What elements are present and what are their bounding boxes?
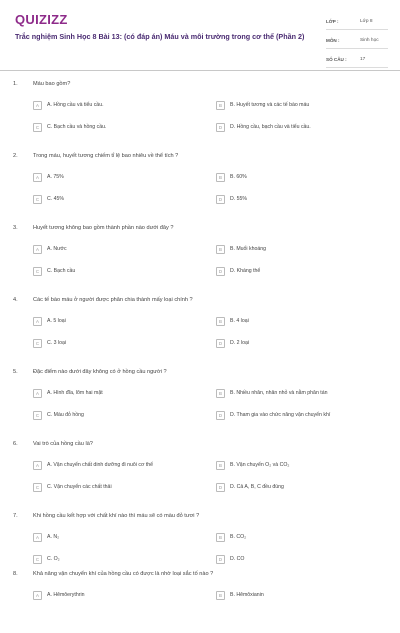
question-text: Khi hồng cầu kết hợp với chất khí nào thì máu sẽ có màu đỏ tươi ? bbox=[33, 513, 200, 519]
question-number: 1. bbox=[13, 81, 18, 87]
question-text: Huyết tương không bao gồm thành phần nào dưới đây ? bbox=[33, 225, 174, 231]
option-text: D. 55% bbox=[230, 196, 248, 202]
option-text: A. N₂ bbox=[47, 534, 60, 540]
option-c[interactable] bbox=[33, 337, 66, 349]
document-header bbox=[0, 0, 400, 70]
option-d[interactable] bbox=[216, 193, 247, 205]
option-b[interactable] bbox=[216, 171, 247, 183]
option-text: C. O₂ bbox=[47, 556, 60, 562]
option-letter-badge: D bbox=[216, 483, 225, 492]
document-title: Trắc nghiệm Sinh Học 8 Bài 13: (có đáp án) Máu và môi trường trong cơ thể (Phần 2) bbox=[15, 32, 305, 41]
option-letter-badge: D bbox=[216, 267, 225, 276]
meta-row-count bbox=[326, 51, 388, 68]
option-b[interactable] bbox=[216, 243, 266, 255]
option-text: B. 4 loại bbox=[230, 318, 249, 324]
option-a[interactable] bbox=[33, 243, 67, 255]
question-5 bbox=[0, 359, 400, 431]
option-letter-badge: C bbox=[33, 267, 42, 276]
option-text: D. CO bbox=[230, 556, 245, 562]
meta-row-grade bbox=[326, 13, 388, 30]
option-letter-badge: B bbox=[216, 173, 225, 182]
option-letter-badge: B bbox=[216, 461, 225, 470]
option-letter-badge: A bbox=[33, 173, 42, 182]
option-text: B. Vận chuyển O₂ và CO₂ bbox=[230, 462, 290, 468]
option-b[interactable] bbox=[216, 315, 249, 327]
option-letter-badge: A bbox=[33, 461, 42, 470]
option-a[interactable] bbox=[33, 531, 59, 543]
question-text: Vai trò của hồng cầu là? bbox=[33, 441, 93, 447]
option-text: D. Tham gia vào chức năng vận chuyển khí bbox=[230, 412, 331, 418]
option-letter-badge: C bbox=[33, 339, 42, 348]
question-number: 5. bbox=[13, 369, 18, 375]
option-a[interactable] bbox=[33, 459, 153, 471]
option-b[interactable] bbox=[216, 99, 309, 111]
option-text: C. 3 loại bbox=[47, 340, 67, 346]
question-8 bbox=[0, 561, 400, 633]
option-text: A. Nước bbox=[47, 246, 67, 252]
option-c[interactable] bbox=[33, 193, 64, 205]
option-letter-badge: C bbox=[33, 195, 42, 204]
option-c[interactable] bbox=[33, 121, 106, 133]
option-text: B. Huyết tương và các tế bào máu bbox=[230, 102, 310, 108]
question-text: Đặc điểm nào dưới đây không có ở hồng cầu người ? bbox=[33, 369, 167, 375]
question-text: Trong máu, huyết tương chiếm tỉ lệ bao nhiêu về thể tích ? bbox=[33, 153, 179, 159]
option-text: D. 2 loại bbox=[230, 340, 250, 346]
question-number: 8. bbox=[13, 571, 18, 577]
question-2 bbox=[0, 143, 400, 215]
question-6 bbox=[0, 431, 400, 503]
option-letter-badge: A bbox=[33, 591, 42, 600]
option-letter-badge: C bbox=[33, 411, 42, 420]
option-text: D. Hồng cầu, bạch cầu và tiểu cầu. bbox=[230, 124, 311, 130]
option-c[interactable] bbox=[33, 481, 112, 493]
option-letter-badge: D bbox=[216, 195, 225, 204]
meta-label: LỚP : bbox=[326, 18, 339, 24]
option-d[interactable] bbox=[216, 409, 330, 421]
option-text: B. Muối khoáng bbox=[230, 246, 267, 252]
question-text: Khả năng vận chuyển khí của hồng cầu có được là nhờ loại sắc tố nào ? bbox=[33, 571, 214, 577]
question-number: 3. bbox=[13, 225, 18, 231]
option-text: C. Màu đỏ hồng bbox=[47, 412, 84, 418]
option-text: A. Hêmôerythrin bbox=[47, 592, 85, 598]
option-d[interactable] bbox=[216, 481, 284, 493]
option-d[interactable] bbox=[216, 337, 249, 349]
question-number: 2. bbox=[13, 153, 18, 159]
option-letter-badge: A bbox=[33, 101, 42, 110]
option-letter-badge: B bbox=[216, 317, 225, 326]
option-letter-badge: A bbox=[33, 317, 42, 326]
option-text: A. Hình đĩa, lõm hai mặt bbox=[47, 390, 103, 396]
option-letter-badge: B bbox=[216, 245, 225, 254]
option-c[interactable] bbox=[33, 409, 84, 421]
option-d[interactable] bbox=[216, 265, 260, 277]
option-b[interactable] bbox=[216, 387, 327, 399]
option-letter-badge: B bbox=[216, 591, 225, 600]
option-text: B. Hêmôxianin bbox=[230, 592, 264, 598]
option-a[interactable] bbox=[33, 589, 84, 601]
option-text: A. 5 loại bbox=[47, 318, 66, 324]
option-text: C. 45% bbox=[47, 196, 65, 202]
option-text: B. Nhiều nhân, nhân nhỏ và nằm phân tán bbox=[230, 390, 328, 396]
question-number: 7. bbox=[13, 513, 18, 519]
option-text: D. Kháng thể bbox=[230, 268, 261, 274]
option-text: B. 60% bbox=[230, 174, 247, 180]
meta-info bbox=[326, 13, 388, 70]
option-text: C. Bạch cầu bbox=[47, 268, 76, 274]
option-letter-badge: B bbox=[216, 533, 225, 542]
meta-value: Lớp 8 bbox=[360, 18, 373, 24]
option-text: C. Vận chuyển các chất thải bbox=[47, 484, 112, 490]
option-letter-badge: A bbox=[33, 245, 42, 254]
question-1 bbox=[0, 71, 400, 143]
question-4 bbox=[0, 287, 400, 359]
option-letter-badge: D bbox=[216, 123, 225, 132]
option-letter-badge: B bbox=[216, 101, 225, 110]
option-letter-badge: C bbox=[33, 555, 42, 564]
option-text: C. Bạch cầu và hồng cầu. bbox=[47, 124, 107, 130]
option-letter-badge: D bbox=[216, 339, 225, 348]
option-text: A. Hồng cầu và tiểu cầu. bbox=[47, 102, 104, 108]
option-letter-badge: A bbox=[33, 389, 42, 398]
option-letter-badge: C bbox=[33, 483, 42, 492]
option-text: A. Vận chuyển chất dinh dưỡng đi nuôi cơ thể bbox=[47, 462, 154, 468]
meta-label: SỐ CÂU : bbox=[326, 56, 347, 62]
option-c[interactable] bbox=[33, 265, 75, 277]
option-letter-badge: D bbox=[216, 411, 225, 420]
option-letter-badge: A bbox=[33, 533, 42, 542]
option-letter-badge: B bbox=[216, 389, 225, 398]
meta-row-subject bbox=[326, 32, 388, 49]
question-text: Các tế bào máu ở người được phân chia thành mấy loại chính ? bbox=[33, 297, 193, 303]
option-text: D. Cả A, B, C đều đúng bbox=[230, 484, 284, 490]
question-text: Máu bao gồm? bbox=[33, 81, 71, 87]
question-3 bbox=[0, 215, 400, 287]
meta-value: Sinh học bbox=[360, 37, 379, 43]
question-number: 4. bbox=[13, 297, 18, 303]
option-a[interactable] bbox=[33, 171, 64, 183]
option-a[interactable] bbox=[33, 387, 103, 399]
option-b[interactable] bbox=[216, 589, 264, 601]
quizizz-logo: QUIZIZZ bbox=[15, 12, 68, 27]
meta-value: 17 bbox=[360, 56, 366, 62]
option-letter-badge: D bbox=[216, 555, 225, 564]
option-text: B. CO₂ bbox=[230, 534, 247, 540]
option-b[interactable] bbox=[216, 459, 289, 471]
option-letter-badge: C bbox=[33, 123, 42, 132]
option-a[interactable] bbox=[33, 315, 66, 327]
option-a[interactable] bbox=[33, 99, 104, 111]
meta-label: MÔN : bbox=[326, 37, 340, 43]
option-b[interactable] bbox=[216, 531, 246, 543]
question-number: 6. bbox=[13, 441, 18, 447]
option-text: A. 75% bbox=[47, 174, 64, 180]
option-d[interactable] bbox=[216, 121, 311, 133]
